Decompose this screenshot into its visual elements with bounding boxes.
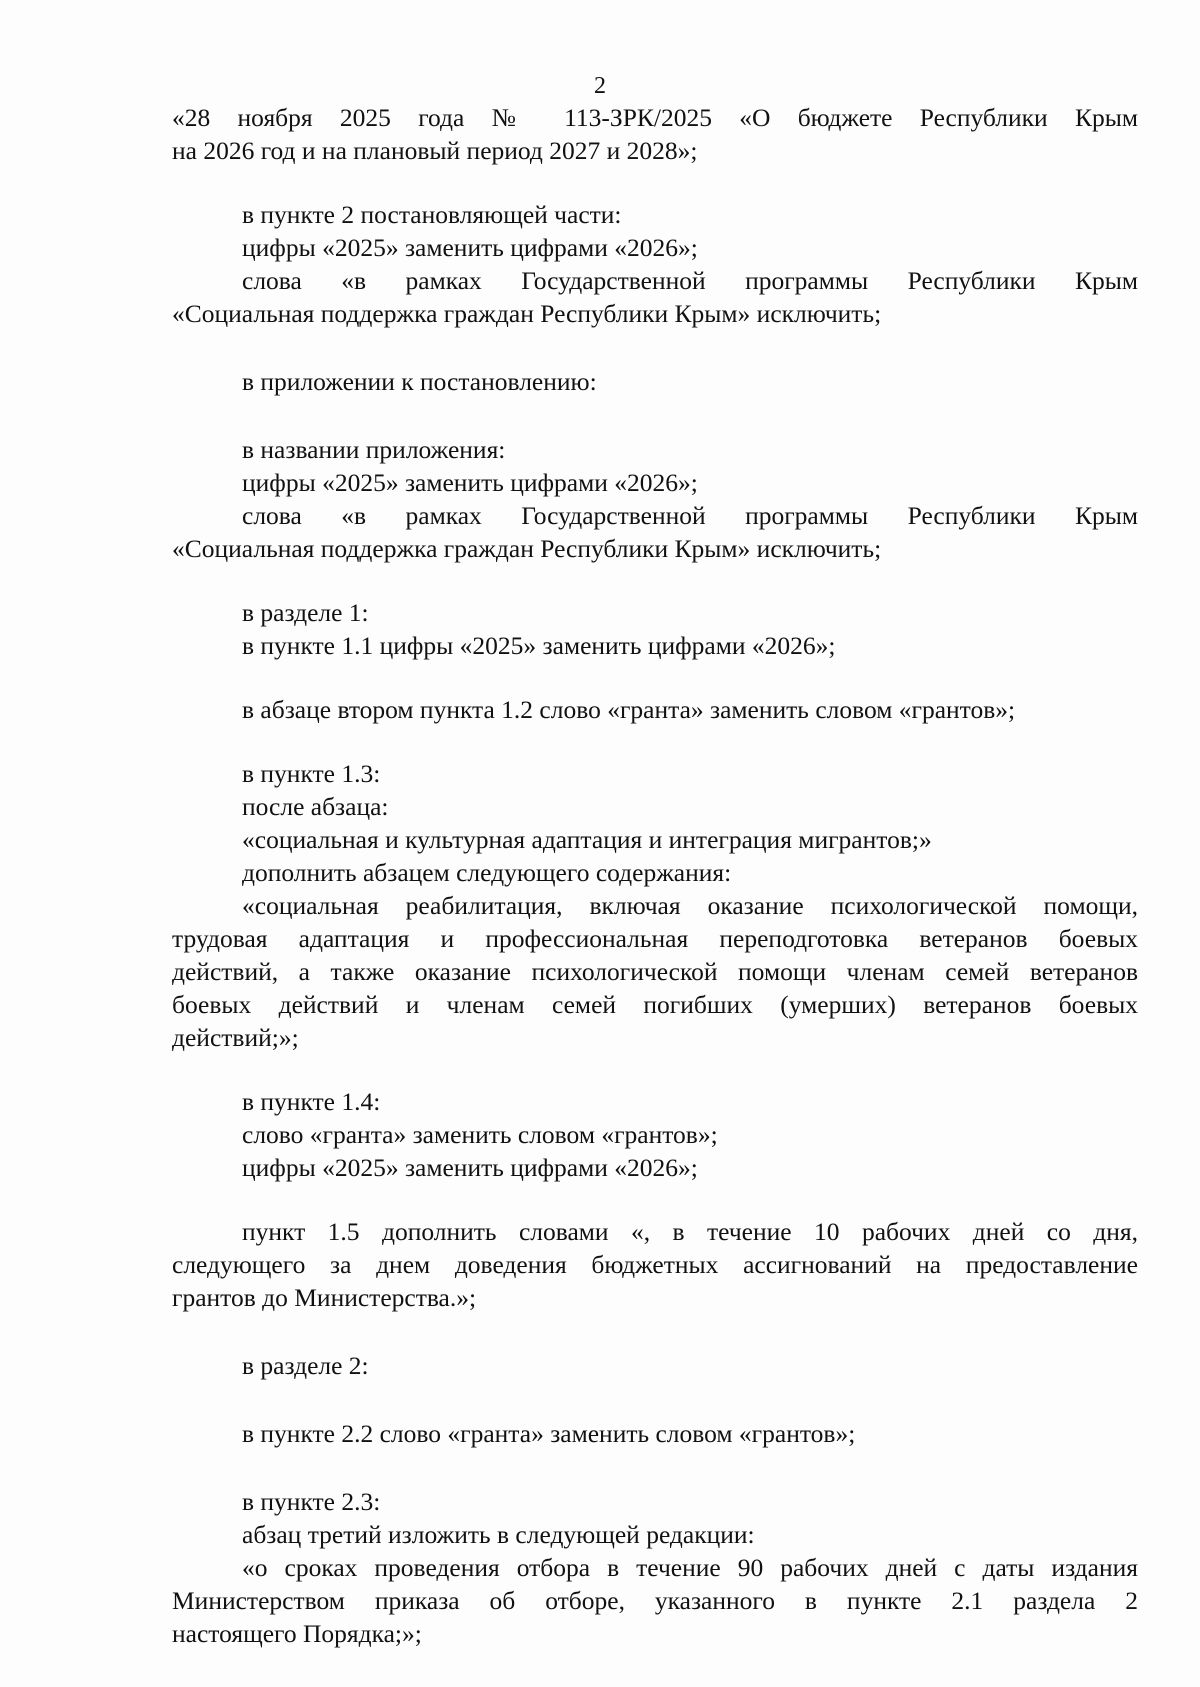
text-line: слова «в рамках Государственной программы Республики Крым [242,501,1138,530]
text-line: цифры «2025» заменить цифрами «2026»; [242,468,698,497]
text-line: в разделе 2: [242,1351,369,1380]
text-line: слово «гранта» заменить словом «грантов»; [242,1120,718,1149]
text-line: «о сроках проведения отбора в течение 90 рабочих дней с даты издания [242,1553,1138,1582]
text-line: грантов до Министерства.»; [172,1283,477,1312]
document-body [172,101,1138,1650]
text-line: Министерством приказа об отборе, указанного в пункте 2.1 раздела 2 [172,1586,1138,1615]
text-line: «социальная реабилитация, включая оказание психологической помощи, [242,891,1138,920]
text-line: в названии приложения: [242,435,506,464]
text-line: в приложении к постановлению: [242,367,597,396]
text-line: «28 ноября 2025 года № 113-ЗРК/2025 «О бюджете Республики Крым [172,103,1138,132]
text-line: пункт 1.5 дополнить словами «, в течение 10 рабочих дней со дня, [242,1217,1138,1246]
text-line: в пункте 1.1 цифры «2025» заменить цифрами «2026»; [242,631,836,660]
text-line: действий;»; [172,1023,299,1052]
text-line: цифры «2025» заменить цифрами «2026»; [242,233,698,262]
text-line: в пункте 2.3: [242,1487,381,1516]
text-line: дополнить абзацем следующего содержания: [242,858,732,887]
text-line: действий, а также оказание психологической помощи членам семей ветеранов [172,957,1138,986]
text-line: в разделе 1: [242,598,369,627]
text-line: в пункте 2 постановляющей части: [242,200,622,229]
text-line: «социальная и культурная адаптация и интеграция мигрантов;» [242,825,932,854]
text-line: трудовая адаптация и профессиональная переподготовка ветеранов боевых [172,924,1138,953]
text-line: после абзаца: [242,792,389,821]
text-line: в пункте 1.4: [242,1087,381,1116]
text-line: в абзаце втором пункта 1.2 слово «гранта» заменить словом «грантов»; [242,695,1016,724]
page-number: 2 [594,73,606,99]
text-line: «Социальная поддержка граждан Республики Крым» исключить; [172,299,882,328]
text-line: абзац третий изложить в следующей редакции: [242,1520,755,1549]
text-line: в пункте 2.2 слово «гранта» заменить словом «грантов»; [242,1419,856,1448]
text-line: на 2026 год и на плановый период 2027 и 2028»; [172,136,698,165]
text-line: слова «в рамках Государственной программы Республики Крым [242,266,1138,295]
text-line: «Социальная поддержка граждан Республики Крым» исключить; [172,534,882,563]
text-line: настоящего Порядка;»; [172,1619,422,1648]
text-line: следующего за днем доведения бюджетных ассигнований на предоставление [172,1250,1138,1279]
text-line: цифры «2025» заменить цифрами «2026»; [242,1153,698,1182]
text-line: боевых действий и членам семей погибших (умерших) ветеранов боевых [172,990,1138,1019]
text-line: в пункте 1.3: [242,759,381,788]
